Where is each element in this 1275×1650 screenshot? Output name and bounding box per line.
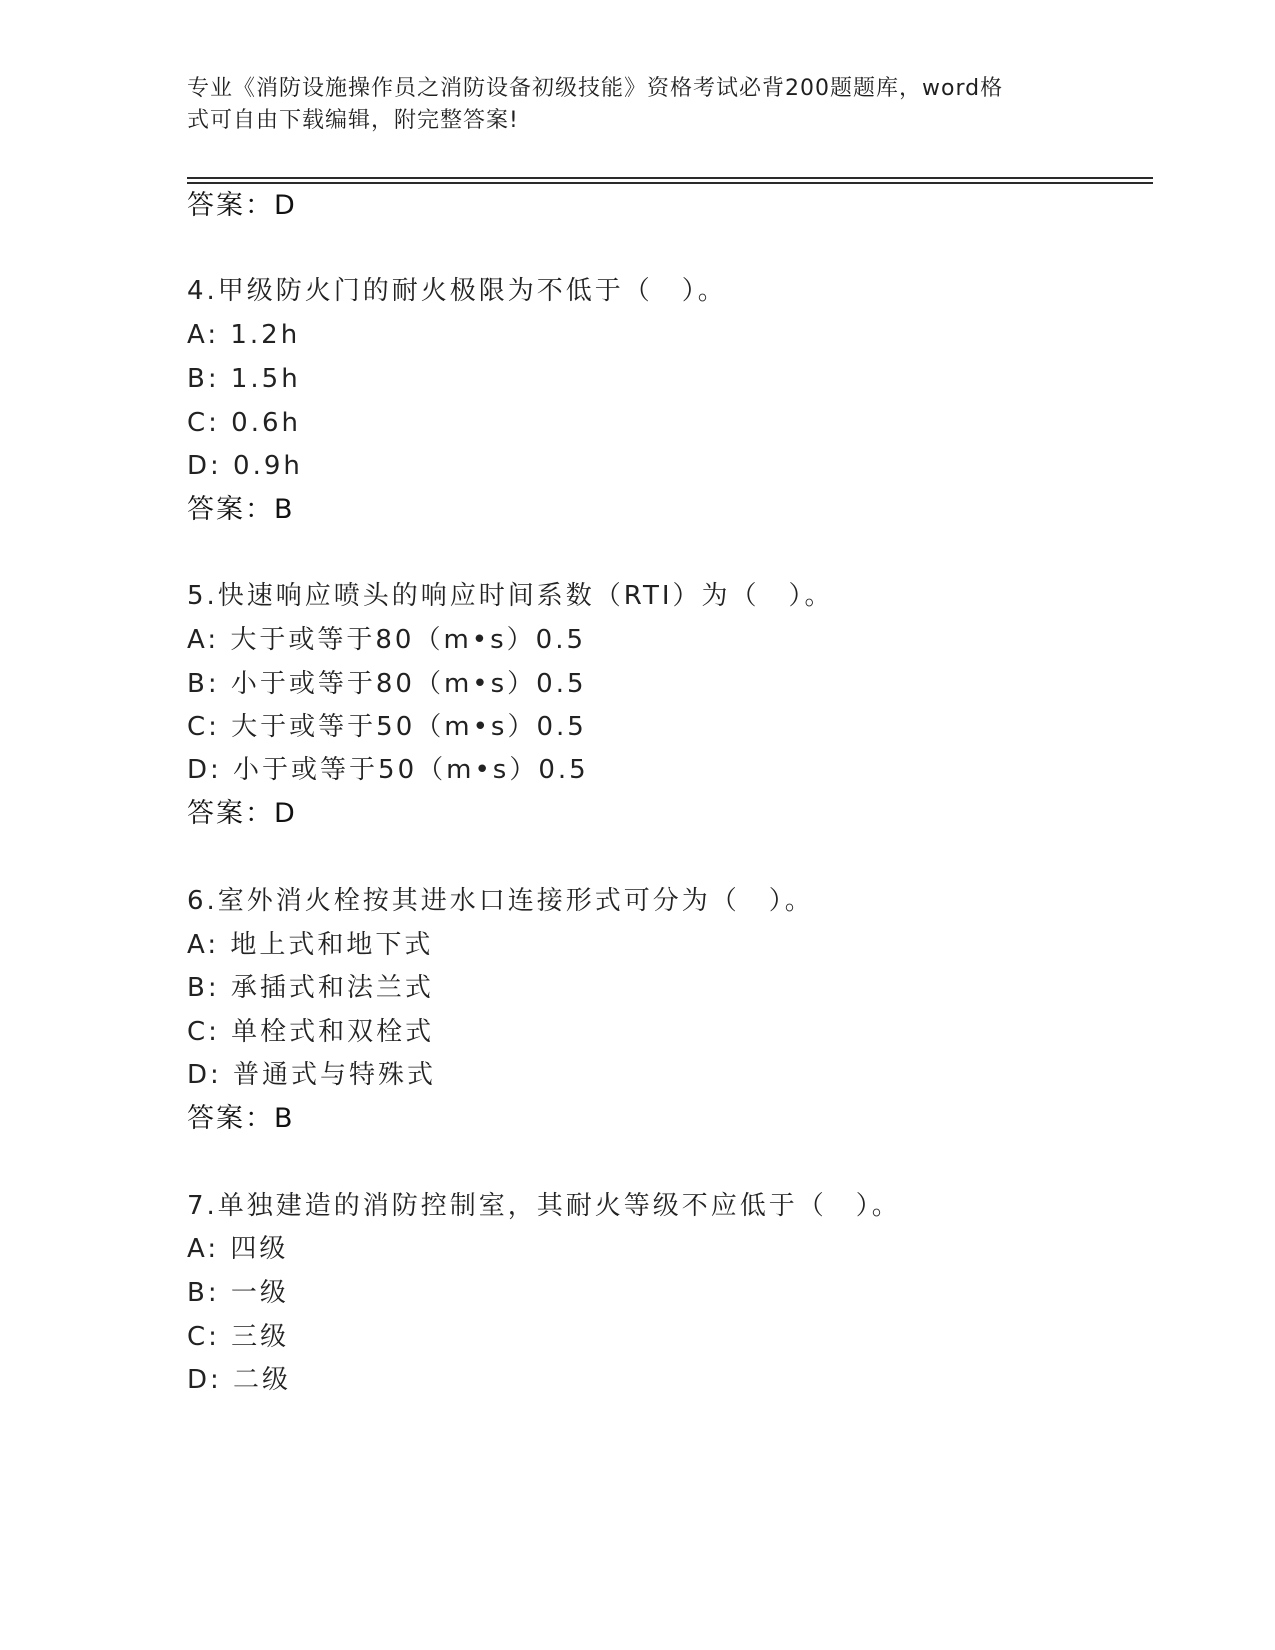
header-line-2: 式可自由下载编辑，附完整答案!: [187, 108, 519, 133]
question-7-option-b: B: 一级: [187, 1278, 289, 1308]
question-6-option-a: A: 地上式和地下式: [187, 930, 434, 960]
header-line-1: 专业《消防设施操作员之消防设备初级技能》资格考试必背200题题库，word格: [187, 76, 1004, 101]
question-4-answer: 答案：B: [187, 494, 295, 525]
question-6-option-d: D: 普通式与特殊式: [187, 1060, 437, 1090]
question-5-option-a: A: 大于或等于80（m•s）0.5: [187, 625, 586, 655]
question-7-option-c: C: 三级: [187, 1322, 290, 1352]
question-7-option-a: A: 四级: [187, 1234, 289, 1264]
question-5-option-b: B: 小于或等于80（m•s）0.5: [187, 669, 587, 699]
answer-previous: 答案：D: [187, 190, 297, 221]
question-5-option-c: C: 大于或等于50（m•s）0.5: [187, 712, 587, 742]
question-5-stem: 5.快速响应喷头的响应时间系数（RTI）为（ ）。: [187, 581, 834, 611]
question-6-option-b: B: 承插式和法兰式: [187, 973, 434, 1003]
question-4-option-b: B: 1.5h: [187, 364, 301, 394]
question-5-option-d: D: 小于或等于50（m•s）0.5: [187, 755, 589, 785]
question-4-option-d: D: 0.9h: [187, 451, 303, 481]
header-divider-top: [187, 177, 1153, 179]
question-5-answer: 答案：D: [187, 798, 297, 829]
question-4-stem: 4.甲级防火门的耐火极限为不低于（ ）。: [187, 276, 727, 306]
header-divider-bottom: [187, 182, 1153, 184]
question-7-stem: 7.单独建造的消防控制室，其耐火等级不应低于（ ）。: [187, 1191, 901, 1221]
question-4-option-c: C: 0.6h: [187, 408, 302, 438]
question-4-option-a: A: 1.2h: [187, 320, 301, 350]
question-6-answer: 答案：B: [187, 1103, 295, 1134]
question-7-option-d: D: 二级: [187, 1365, 292, 1395]
question-6-stem: 6.室外消火栓按其进水口连接形式可分为（ ）。: [187, 886, 814, 916]
question-6-option-c: C: 单栓式和双栓式: [187, 1017, 435, 1047]
document-header: [187, 73, 1067, 137]
